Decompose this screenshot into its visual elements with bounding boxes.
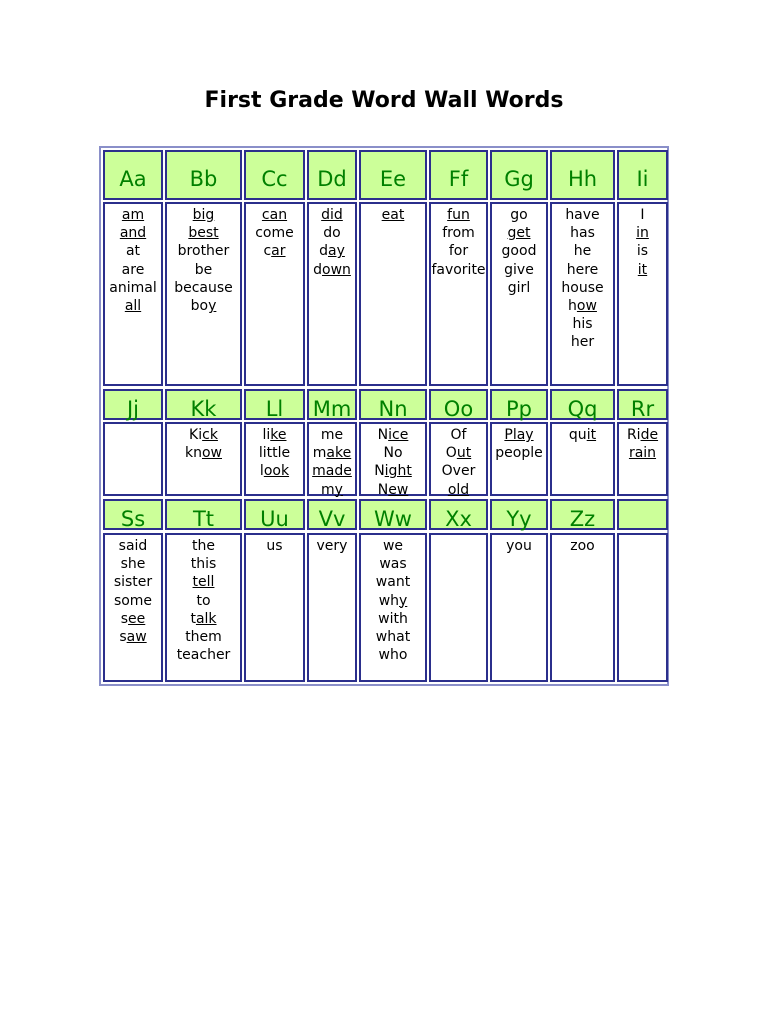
- letter-label: Tt: [192, 506, 215, 531]
- word-part: d: [313, 261, 322, 278]
- underlined-word-part: ar: [271, 243, 286, 260]
- word-part: are: [121, 261, 145, 278]
- word-part: has: [570, 225, 595, 242]
- letter-header-x: [429, 499, 488, 530]
- word-part: zoo: [570, 538, 595, 554]
- letter-label: Xx: [445, 506, 472, 531]
- word-part: N: [374, 463, 385, 480]
- letter-header-u: [244, 499, 305, 530]
- word-part: come: [255, 225, 294, 242]
- letter-label: Ff: [448, 167, 469, 191]
- word-item: [629, 444, 656, 462]
- word-part: very: [316, 538, 348, 554]
- word-item: [382, 206, 405, 224]
- word-part: be: [194, 261, 213, 278]
- word-item: [313, 261, 351, 279]
- word-part: you: [506, 538, 532, 554]
- word-list-c: [244, 202, 305, 386]
- word-item: [508, 279, 530, 297]
- word-item: [565, 206, 599, 224]
- word-item: [504, 261, 534, 279]
- word-item: [196, 592, 210, 610]
- letter-label: Ww: [374, 506, 412, 531]
- letter-label: Jj: [126, 396, 140, 421]
- letter-label: Kk: [190, 396, 217, 421]
- word-part: us: [266, 538, 283, 554]
- word-item: [262, 206, 287, 224]
- word-item: [442, 462, 476, 480]
- underlined-word-part: did: [321, 207, 343, 223]
- word-part: she: [120, 556, 146, 573]
- word-part: bo: [190, 298, 209, 315]
- word-part: for: [448, 243, 469, 260]
- word-list-n: [359, 422, 427, 496]
- word-part: t: [190, 610, 196, 627]
- letter-header-c: [244, 150, 305, 200]
- word-list-o: [429, 422, 488, 496]
- word-part: have: [565, 207, 600, 223]
- word-list-z: [550, 533, 615, 682]
- word-item: [383, 444, 402, 462]
- word-item: [570, 224, 595, 242]
- word-part: girl: [507, 279, 531, 296]
- word-item: [449, 242, 468, 260]
- word-item: [321, 481, 343, 499]
- word-list-x: [429, 533, 488, 682]
- word-list-l: [244, 422, 305, 496]
- word-item: [120, 224, 146, 242]
- word-item: [321, 206, 343, 224]
- word-part: N: [377, 481, 389, 498]
- word-part: favorite: [431, 261, 486, 278]
- word-part: who: [378, 647, 408, 664]
- letter-label: Vv: [318, 506, 346, 531]
- word-item: [195, 261, 213, 279]
- underlined-word-part: ight: [384, 463, 412, 480]
- letter-header-q: [550, 389, 615, 420]
- word-item: [114, 592, 152, 610]
- underlined-word-part: it: [637, 261, 648, 278]
- letter-header-p: [490, 389, 548, 420]
- letter-label: Ii: [636, 167, 649, 191]
- word-part: some: [113, 592, 153, 609]
- word-part: teacher: [176, 647, 231, 664]
- letter-label: Zz: [569, 506, 596, 531]
- letter-header-v: [307, 499, 357, 530]
- word-item: [379, 555, 406, 573]
- word-item: [572, 315, 592, 333]
- word-item: [378, 610, 408, 628]
- word-part: d: [319, 243, 328, 260]
- word-item: [193, 206, 215, 224]
- letter-header-f: [429, 150, 488, 200]
- underlined-word-part: ke: [270, 427, 287, 443]
- word-part: sister: [113, 574, 153, 591]
- word-item: [448, 481, 469, 499]
- word-item: [561, 279, 603, 297]
- word-part: to: [196, 592, 211, 609]
- word-item: [259, 444, 290, 462]
- letter-label: Ss: [120, 506, 146, 531]
- word-item: [190, 610, 216, 628]
- letter-header-o: [429, 389, 488, 420]
- word-part: little: [258, 445, 291, 462]
- letter-header-blank: [617, 499, 668, 530]
- word-item: [383, 537, 403, 555]
- letter-label: Ee: [379, 167, 407, 191]
- word-item: [178, 242, 230, 260]
- word-item: [376, 628, 410, 646]
- word-part: is: [636, 243, 649, 260]
- word-item: [495, 444, 542, 462]
- word-item: [431, 261, 485, 279]
- underlined-word-part: ck: [202, 427, 218, 443]
- word-item: [191, 555, 217, 573]
- word-part: his: [572, 316, 593, 333]
- word-item: [574, 242, 592, 260]
- word-item: [188, 224, 218, 242]
- underlined-word-part: old: [447, 481, 470, 498]
- underlined-word-part: can: [261, 207, 288, 223]
- word-item: [570, 537, 594, 555]
- word-part: Of: [450, 427, 467, 443]
- word-list-e: [359, 202, 427, 386]
- letter-header-a: [103, 150, 163, 200]
- underlined-word-part: best: [188, 225, 219, 242]
- word-item: [177, 646, 231, 664]
- word-list-q: [550, 422, 615, 496]
- word-item: [447, 206, 470, 224]
- word-item: [571, 333, 594, 351]
- underlined-word-part: in: [636, 225, 649, 242]
- word-item: [321, 426, 343, 444]
- letter-header-j: [103, 389, 163, 420]
- word-part: N: [377, 427, 389, 443]
- word-part: l: [259, 463, 264, 480]
- word-list-r: [617, 422, 668, 496]
- word-part: wh: [378, 592, 400, 609]
- letter-label: Nn: [378, 396, 408, 421]
- word-item: [312, 462, 352, 480]
- letter-label: Bb: [189, 167, 218, 191]
- word-item: [185, 444, 222, 462]
- word-part: good: [501, 243, 537, 260]
- letter-label: Mm: [312, 396, 352, 421]
- word-item: [508, 224, 531, 242]
- word-part: li: [262, 427, 271, 443]
- word-part: kn: [185, 445, 202, 462]
- word-item: [451, 426, 467, 444]
- underlined-word-part: ow: [201, 445, 222, 462]
- word-item: [185, 628, 222, 646]
- underlined-word-part: eat: [381, 207, 405, 223]
- word-list-a: [103, 202, 163, 386]
- word-item: [374, 462, 412, 480]
- word-list-k: [165, 422, 242, 496]
- word-part: m: [321, 481, 335, 498]
- underlined-word-part: all: [124, 298, 142, 315]
- word-part: this: [190, 556, 217, 573]
- word-part: people: [495, 445, 543, 462]
- word-part: do: [323, 225, 341, 242]
- underlined-word-part: tell: [192, 574, 215, 591]
- word-list-t: [165, 533, 242, 682]
- word-part: h: [568, 298, 577, 315]
- underlined-word-part: ake: [326, 445, 352, 462]
- word-item: [319, 242, 345, 260]
- underlined-word-part: de: [640, 427, 659, 443]
- underlined-word-part: Play: [504, 427, 534, 443]
- word-part: Ri: [626, 427, 641, 443]
- word-item: [266, 537, 282, 555]
- underlined-word-part: ay: [328, 243, 345, 260]
- word-list-y: [490, 533, 548, 682]
- word-part: go: [510, 207, 528, 223]
- letter-header-l: [244, 389, 305, 420]
- letter-label: Qq: [567, 396, 598, 421]
- word-part: here: [566, 261, 599, 278]
- word-item: [189, 426, 218, 444]
- word-part: me: [320, 427, 344, 443]
- word-item: [446, 444, 471, 462]
- underlined-word-part: ew: [388, 481, 409, 498]
- word-item: [109, 279, 156, 297]
- underlined-word-part: fun: [447, 207, 470, 223]
- word-part: m: [312, 445, 327, 462]
- word-part: s: [119, 629, 127, 646]
- word-part: O: [445, 445, 457, 462]
- letter-label: Gg: [504, 167, 534, 191]
- word-part: house: [561, 279, 604, 296]
- underlined-word-part: ut: [456, 445, 472, 462]
- word-item: [569, 426, 596, 444]
- word-list-s: [103, 533, 163, 682]
- letter-header-m: [307, 389, 357, 420]
- letter-header-r: [617, 389, 668, 420]
- word-list-blank: [617, 533, 668, 682]
- letter-label: Uu: [260, 506, 289, 531]
- letter-header-e: [359, 150, 427, 200]
- word-item: [317, 537, 348, 555]
- word-wall-table: [99, 146, 669, 686]
- word-item: [636, 224, 649, 242]
- word-list-w: [359, 533, 427, 682]
- word-part: from: [442, 225, 475, 242]
- word-item: [379, 646, 408, 664]
- word-item: [502, 242, 537, 260]
- letter-label: Oo: [443, 396, 474, 421]
- word-item: [263, 242, 285, 260]
- word-item: [114, 573, 152, 591]
- underlined-word-part: own: [322, 261, 351, 278]
- word-part: because: [174, 279, 233, 296]
- word-item: [125, 297, 141, 315]
- word-part: her: [570, 334, 595, 351]
- underlined-word-part: get: [507, 225, 531, 242]
- underlined-word-part: ook: [263, 463, 290, 480]
- underlined-word-part: big: [192, 207, 215, 223]
- letter-label: Yy: [506, 506, 532, 531]
- word-item: [506, 537, 532, 555]
- word-part: I: [640, 207, 645, 223]
- word-part: c: [263, 243, 272, 260]
- underlined-word-part: ow: [576, 298, 597, 315]
- letter-header-z: [550, 499, 615, 530]
- word-item: [122, 206, 144, 224]
- letter-header-n: [359, 389, 427, 420]
- word-part: give: [504, 261, 534, 278]
- word-part: was: [379, 556, 407, 573]
- letter-header-i: [617, 150, 668, 200]
- underlined-word-part: made: [312, 463, 352, 480]
- letter-header-k: [165, 389, 242, 420]
- letter-header-y: [490, 499, 548, 530]
- word-part: Ki: [189, 427, 203, 443]
- word-item: [442, 224, 475, 242]
- word-part: Over: [441, 463, 476, 480]
- word-part: them: [185, 629, 222, 646]
- word-item: [122, 261, 145, 279]
- word-item: [262, 426, 286, 444]
- letter-label: Cc: [261, 167, 288, 191]
- word-item: [174, 279, 233, 297]
- underlined-word-part: ice: [388, 427, 409, 443]
- word-item: [504, 426, 533, 444]
- letter-label: Dd: [317, 167, 347, 191]
- underlined-word-part: y: [334, 481, 343, 498]
- word-item: [568, 297, 597, 315]
- underlined-word-part: rain: [628, 445, 657, 462]
- word-item: [379, 592, 408, 610]
- word-item: [126, 242, 140, 260]
- word-part: with: [378, 610, 408, 627]
- letter-label: Pp: [506, 396, 532, 421]
- letter-header-h: [550, 150, 615, 200]
- letter-header-s: [103, 499, 163, 530]
- word-list-i: [617, 202, 668, 386]
- letter-header-d: [307, 150, 357, 200]
- underlined-word-part: it: [586, 427, 597, 443]
- word-part: at: [125, 243, 141, 260]
- word-item: [638, 261, 647, 279]
- underlined-word-part: y: [399, 592, 408, 609]
- letter-header-b: [165, 150, 242, 200]
- word-item: [193, 573, 215, 591]
- underlined-word-part: and: [119, 225, 147, 242]
- letter-label: Aa: [119, 167, 147, 191]
- word-part: we: [382, 538, 404, 554]
- word-list-m: [307, 422, 357, 496]
- word-item: [640, 206, 644, 224]
- letter-label: Hh: [567, 167, 598, 191]
- word-item: [192, 537, 215, 555]
- word-item: [121, 610, 146, 628]
- word-item: [510, 206, 527, 224]
- word-item: [323, 224, 340, 242]
- word-item: [637, 242, 648, 260]
- word-item: [119, 628, 146, 646]
- word-part: the: [192, 538, 215, 554]
- word-item: [255, 224, 294, 242]
- word-list-v: [307, 533, 357, 682]
- word-item: [119, 537, 148, 555]
- underlined-word-part: aw: [126, 629, 147, 646]
- word-part: said: [118, 538, 148, 554]
- word-list-j: [103, 422, 163, 496]
- word-part: animal: [109, 279, 157, 296]
- underlined-word-part: alk: [195, 610, 217, 627]
- word-part: qu: [568, 427, 587, 443]
- letter-label: Ll: [265, 396, 284, 421]
- word-part: he: [573, 243, 592, 260]
- word-list-b: [165, 202, 242, 386]
- word-list-u: [244, 533, 305, 682]
- word-item: [376, 573, 410, 591]
- word-item: [567, 261, 599, 279]
- word-item: [191, 297, 217, 315]
- underlined-word-part: ee: [128, 610, 146, 627]
- word-part: No: [383, 445, 403, 462]
- word-part: want: [375, 574, 411, 591]
- word-item: [378, 481, 409, 499]
- word-item: [260, 462, 289, 480]
- underlined-word-part: y: [208, 298, 217, 315]
- word-part: what: [375, 629, 411, 646]
- word-list-f: [429, 202, 488, 386]
- word-item: [378, 426, 409, 444]
- word-item: [313, 444, 351, 462]
- word-list-d: [307, 202, 357, 386]
- word-list-h: [550, 202, 615, 386]
- word-list-p: [490, 422, 548, 496]
- underlined-word-part: am: [121, 207, 145, 223]
- word-item: [627, 426, 658, 444]
- letter-header-t: [165, 499, 242, 530]
- page-title: First Grade Word Wall Words: [204, 88, 564, 113]
- letter-label: Rr: [630, 396, 655, 421]
- word-part: brother: [177, 243, 230, 260]
- word-list-g: [490, 202, 548, 386]
- word-part: s: [120, 610, 129, 627]
- letter-header-w: [359, 499, 427, 530]
- letter-header-g: [490, 150, 548, 200]
- word-item: [121, 555, 146, 573]
